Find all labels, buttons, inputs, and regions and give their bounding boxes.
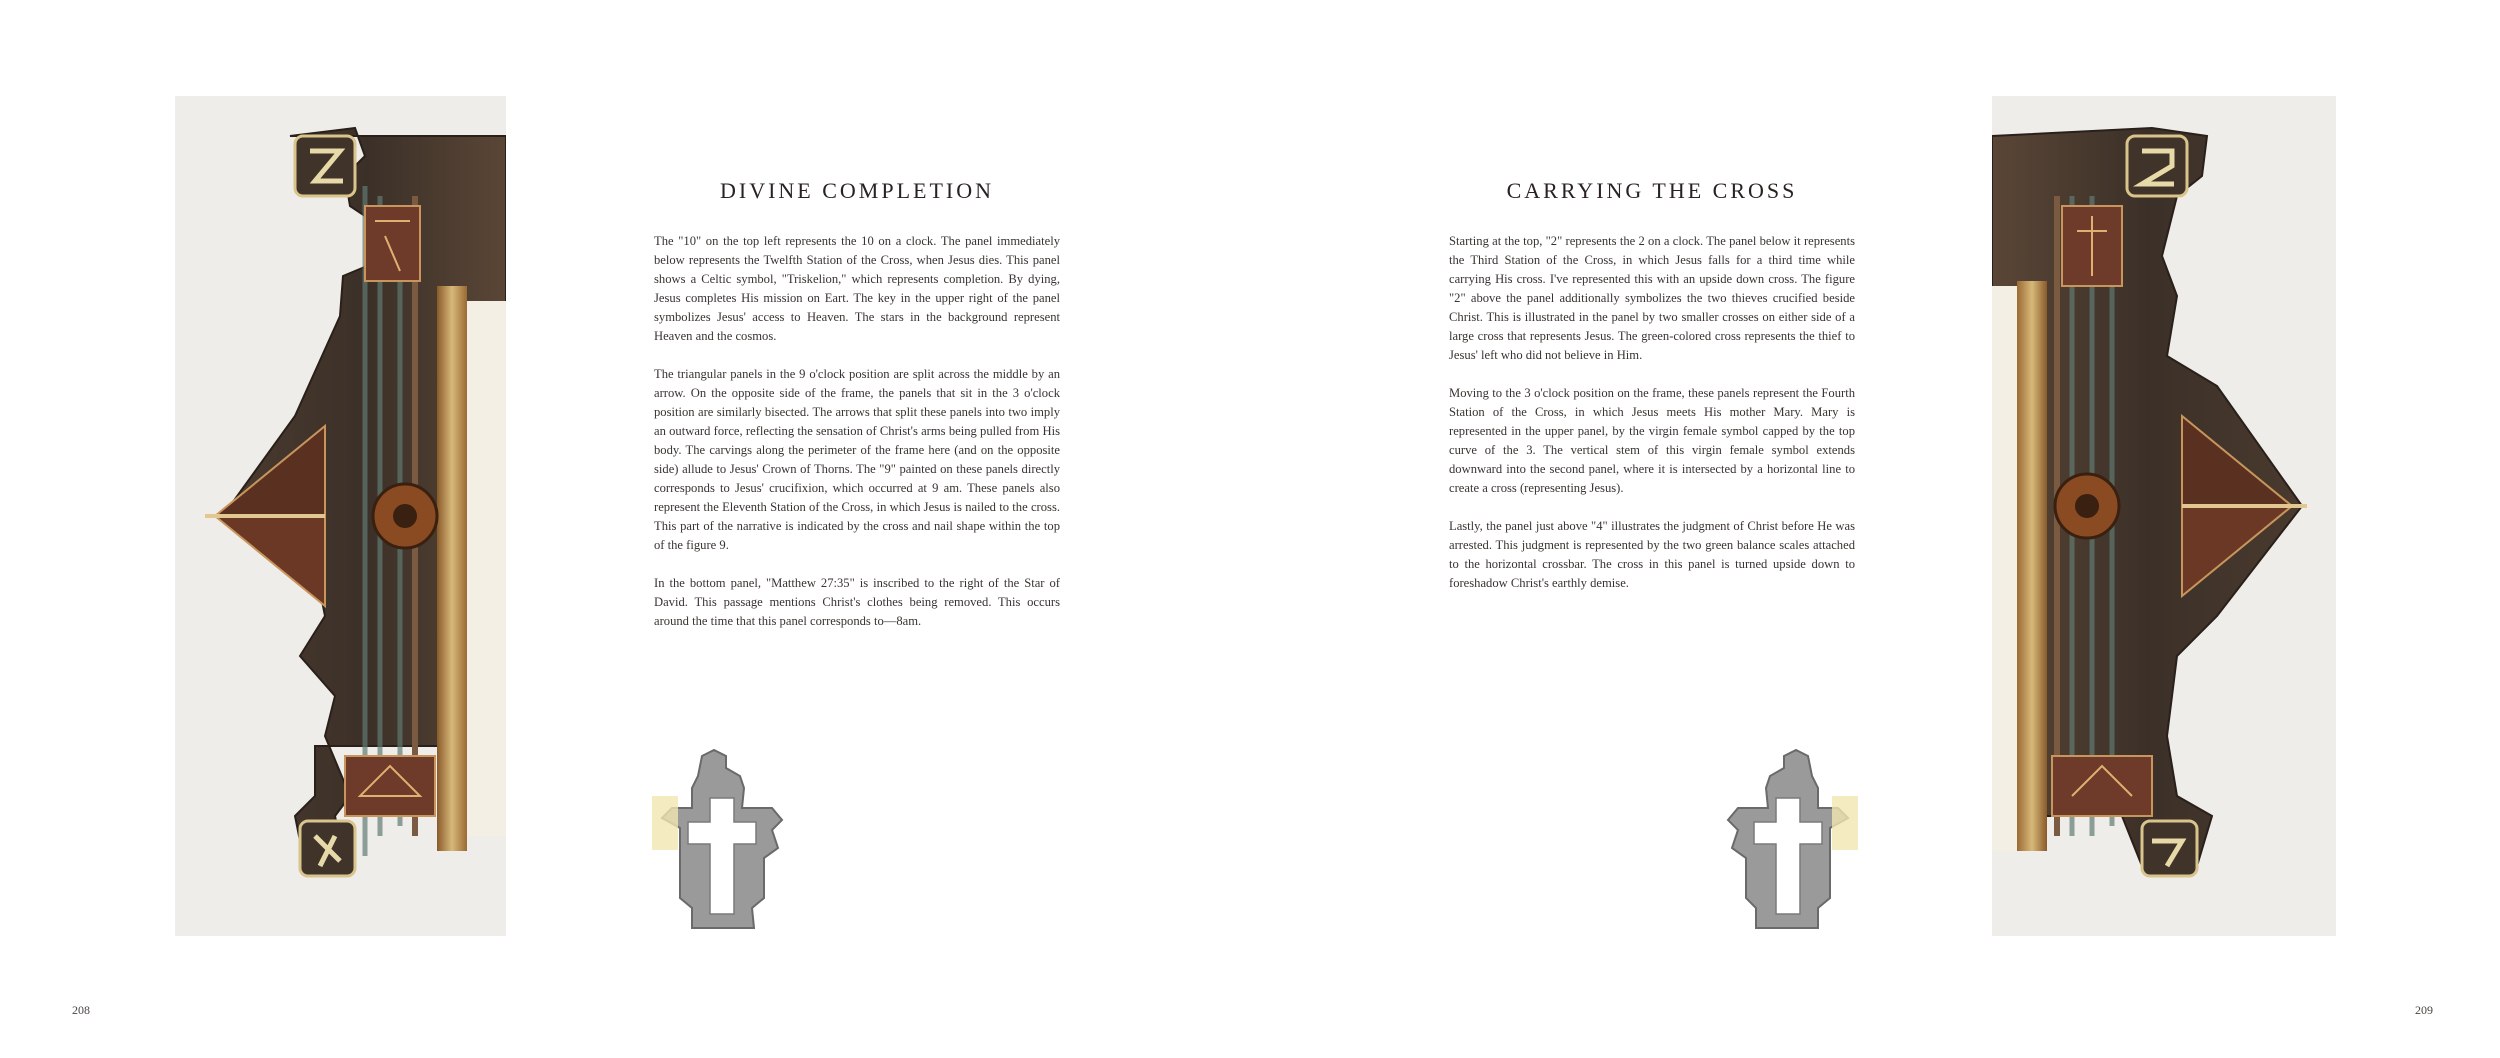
frame-thumbnail-left <box>652 748 788 934</box>
right-paragraph: Moving to the 3 o'clock position on the frame, these panels represent the Fourth Station of the Cross, in which Jesus meets His mother Mary. Mary is represented in the upper panel, by the virgin female symbol capped by the top curve of the 3. The vertical stem of this virgin female symbol extends downward into the second panel, where it is intersected by a horizontal line to create a cross (representing Jesus). <box>1449 386 1855 495</box>
frame-photo-left <box>175 96 506 936</box>
left-page-heading: DIVINE COMPLETION <box>719 178 995 203</box>
carved-frame-left-image <box>175 96 506 936</box>
carved-frame-right-image <box>1992 96 2336 936</box>
frame-photo-right <box>1992 96 2336 936</box>
left-paragraph: In the bottom panel, "Matthew 27:35" is inscribed to the right of the Star of David. This passage mentions Christ's clothes being removed. This occurs around the time that this panel corresponds to—8am. <box>654 576 1060 628</box>
left-paragraph: The triangular panels in the 9 o'clock position are split across the middle by an arrow. On the opposite side of the frame, the panels that sit in the 3 o'clock position are similarly bisected. The arrows that split these panels into two imply an outward force, reflecting the sensation of Christ's arms being pulled from His body. The carvings along the perimeter of the frame here (and on the opposite side) allude to Jesus' Crown of Thorns. The "9" painted on these panels directly corresponds to Jesus' crucifixion, which occurred at 9 am. These panels also represent the Eleventh Station of the Cross, in which Jesus is nailed to the cross. This part of the narrative is indicated by the cross and nail shape within the top of the figure 9. <box>654 367 1060 552</box>
left-paragraph: The "10" on the top left represents the 10 on a clock. The panel immediately below represents the Twelfth Station of the Cross, when Jesus dies. This panel shows a Celtic symbol, "Triskelion," which represents completion. By dying, Jesus completes His mission on Eart. The key in the upper right of the panel symbolizes Jesus' access to Heaven. The stars in the background represent Heaven and the cosmos. <box>654 234 1060 343</box>
left-page-body <box>654 232 1060 650</box>
right-page-heading: CARRYING THE CROSS <box>1506 178 1798 203</box>
page-number-left: 208 <box>72 1003 90 1017</box>
right-paragraph: Lastly, the panel just above "4" illustrates the judgment of Christ before He was arrested. This judgment is represented by the two green balance scales attached to the horizontal crossbar. The cross in this panel is turned upside down to foreshadow Christ's earthly demise. <box>1449 519 1855 590</box>
right-page-body <box>1449 232 1855 612</box>
page-number-right: 209 <box>2415 1003 2433 1017</box>
frame-thumbnail-right <box>1722 748 1858 934</box>
right-paragraph: Starting at the top, "2" represents the 2 on a clock. The panel below it represents the Third Station of the Cross, in which Jesus falls for a third time while carrying His cross. I've represented this with an upside down cross. The figure "2" above the panel additionally symbolizes the two thieves crucified beside Christ. This is illustrated in the panel by two smaller crosses on either side of a large cross that represents Jesus. The green-colored cross represents the thief to Jesus' left who did not believe in Him. <box>1449 234 1855 362</box>
